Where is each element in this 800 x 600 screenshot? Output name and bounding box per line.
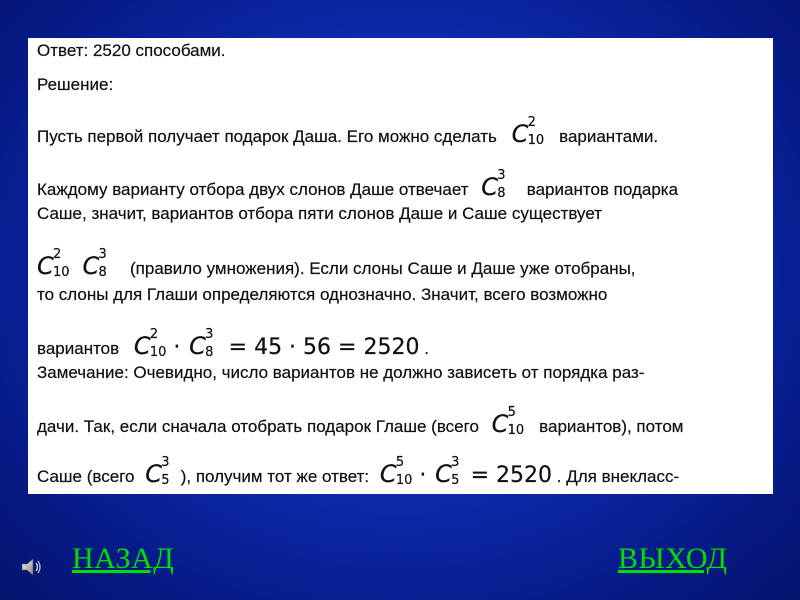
exit-link[interactable]: ВЫХОД [618, 542, 728, 575]
answer-line: Ответ: 2520 способами. [37, 41, 226, 60]
combination-c-8-3: C 3 8 [82, 247, 107, 280]
combination-c-10-2: C 2 10 [133, 327, 167, 360]
combination-c-8-3: C 3 8 [481, 168, 506, 201]
product-equation: = 45 · 56 = 2520 [228, 335, 420, 360]
combination-c-8-3: C 3 8 [189, 327, 214, 360]
text-line-5: Саше, значит, вариантов отбора пяти слонов Даше и Саше существует [37, 204, 603, 223]
remark-line: Замечание: Очевидно, число вариантов не должно зависеть от порядка раз- [37, 363, 645, 382]
combination-c-10-2: C 2 10 [511, 115, 545, 148]
speaker-icon[interactable] [20, 556, 44, 578]
text-line-4: Каждому варианту отбора двух слонов Даше отвечает C 3 8 вариантов подарка [37, 168, 679, 201]
text-line-8: вариантов C 2 10 · C 3 8 = 45 · 56 = 2520 . [37, 327, 429, 360]
combination-c-5-3: C 3 5 [145, 455, 170, 488]
combination-c-10-5: C 5 10 [379, 455, 413, 488]
combination-c-5-3: C 3 5 [435, 455, 460, 488]
combination-c-10-2: C 2 10 [37, 247, 70, 280]
text-line-6: C 2 10 C 3 8 (правило умножения). Если слоны Саше и Даше уже отобраны, [37, 247, 636, 280]
solution-heading: Решение: [37, 75, 114, 94]
text-line-3: Пусть первой получает подарок Даша. Его можно сделать C 2 10 вариантами. [37, 115, 659, 148]
solution-panel [28, 38, 773, 494]
final-equation: = 2520 [470, 463, 553, 488]
back-link[interactable]: НАЗАД [72, 542, 175, 575]
text-line-7: то слоны для Глаши определяются однозначно. Значит, всего возможно [37, 285, 608, 304]
text-line-11: Саше (всего C 3 5 ), получим тот же ответ: C 5 10 · C 3 5 = 2520 . Для внекласс- [37, 455, 680, 488]
text-line-10: дачи. Так, если сначала отобрать подарок Глаше (всего C 5 10 вариантов), потом [37, 405, 684, 438]
combination-c-10-5: C 5 10 [491, 405, 525, 438]
